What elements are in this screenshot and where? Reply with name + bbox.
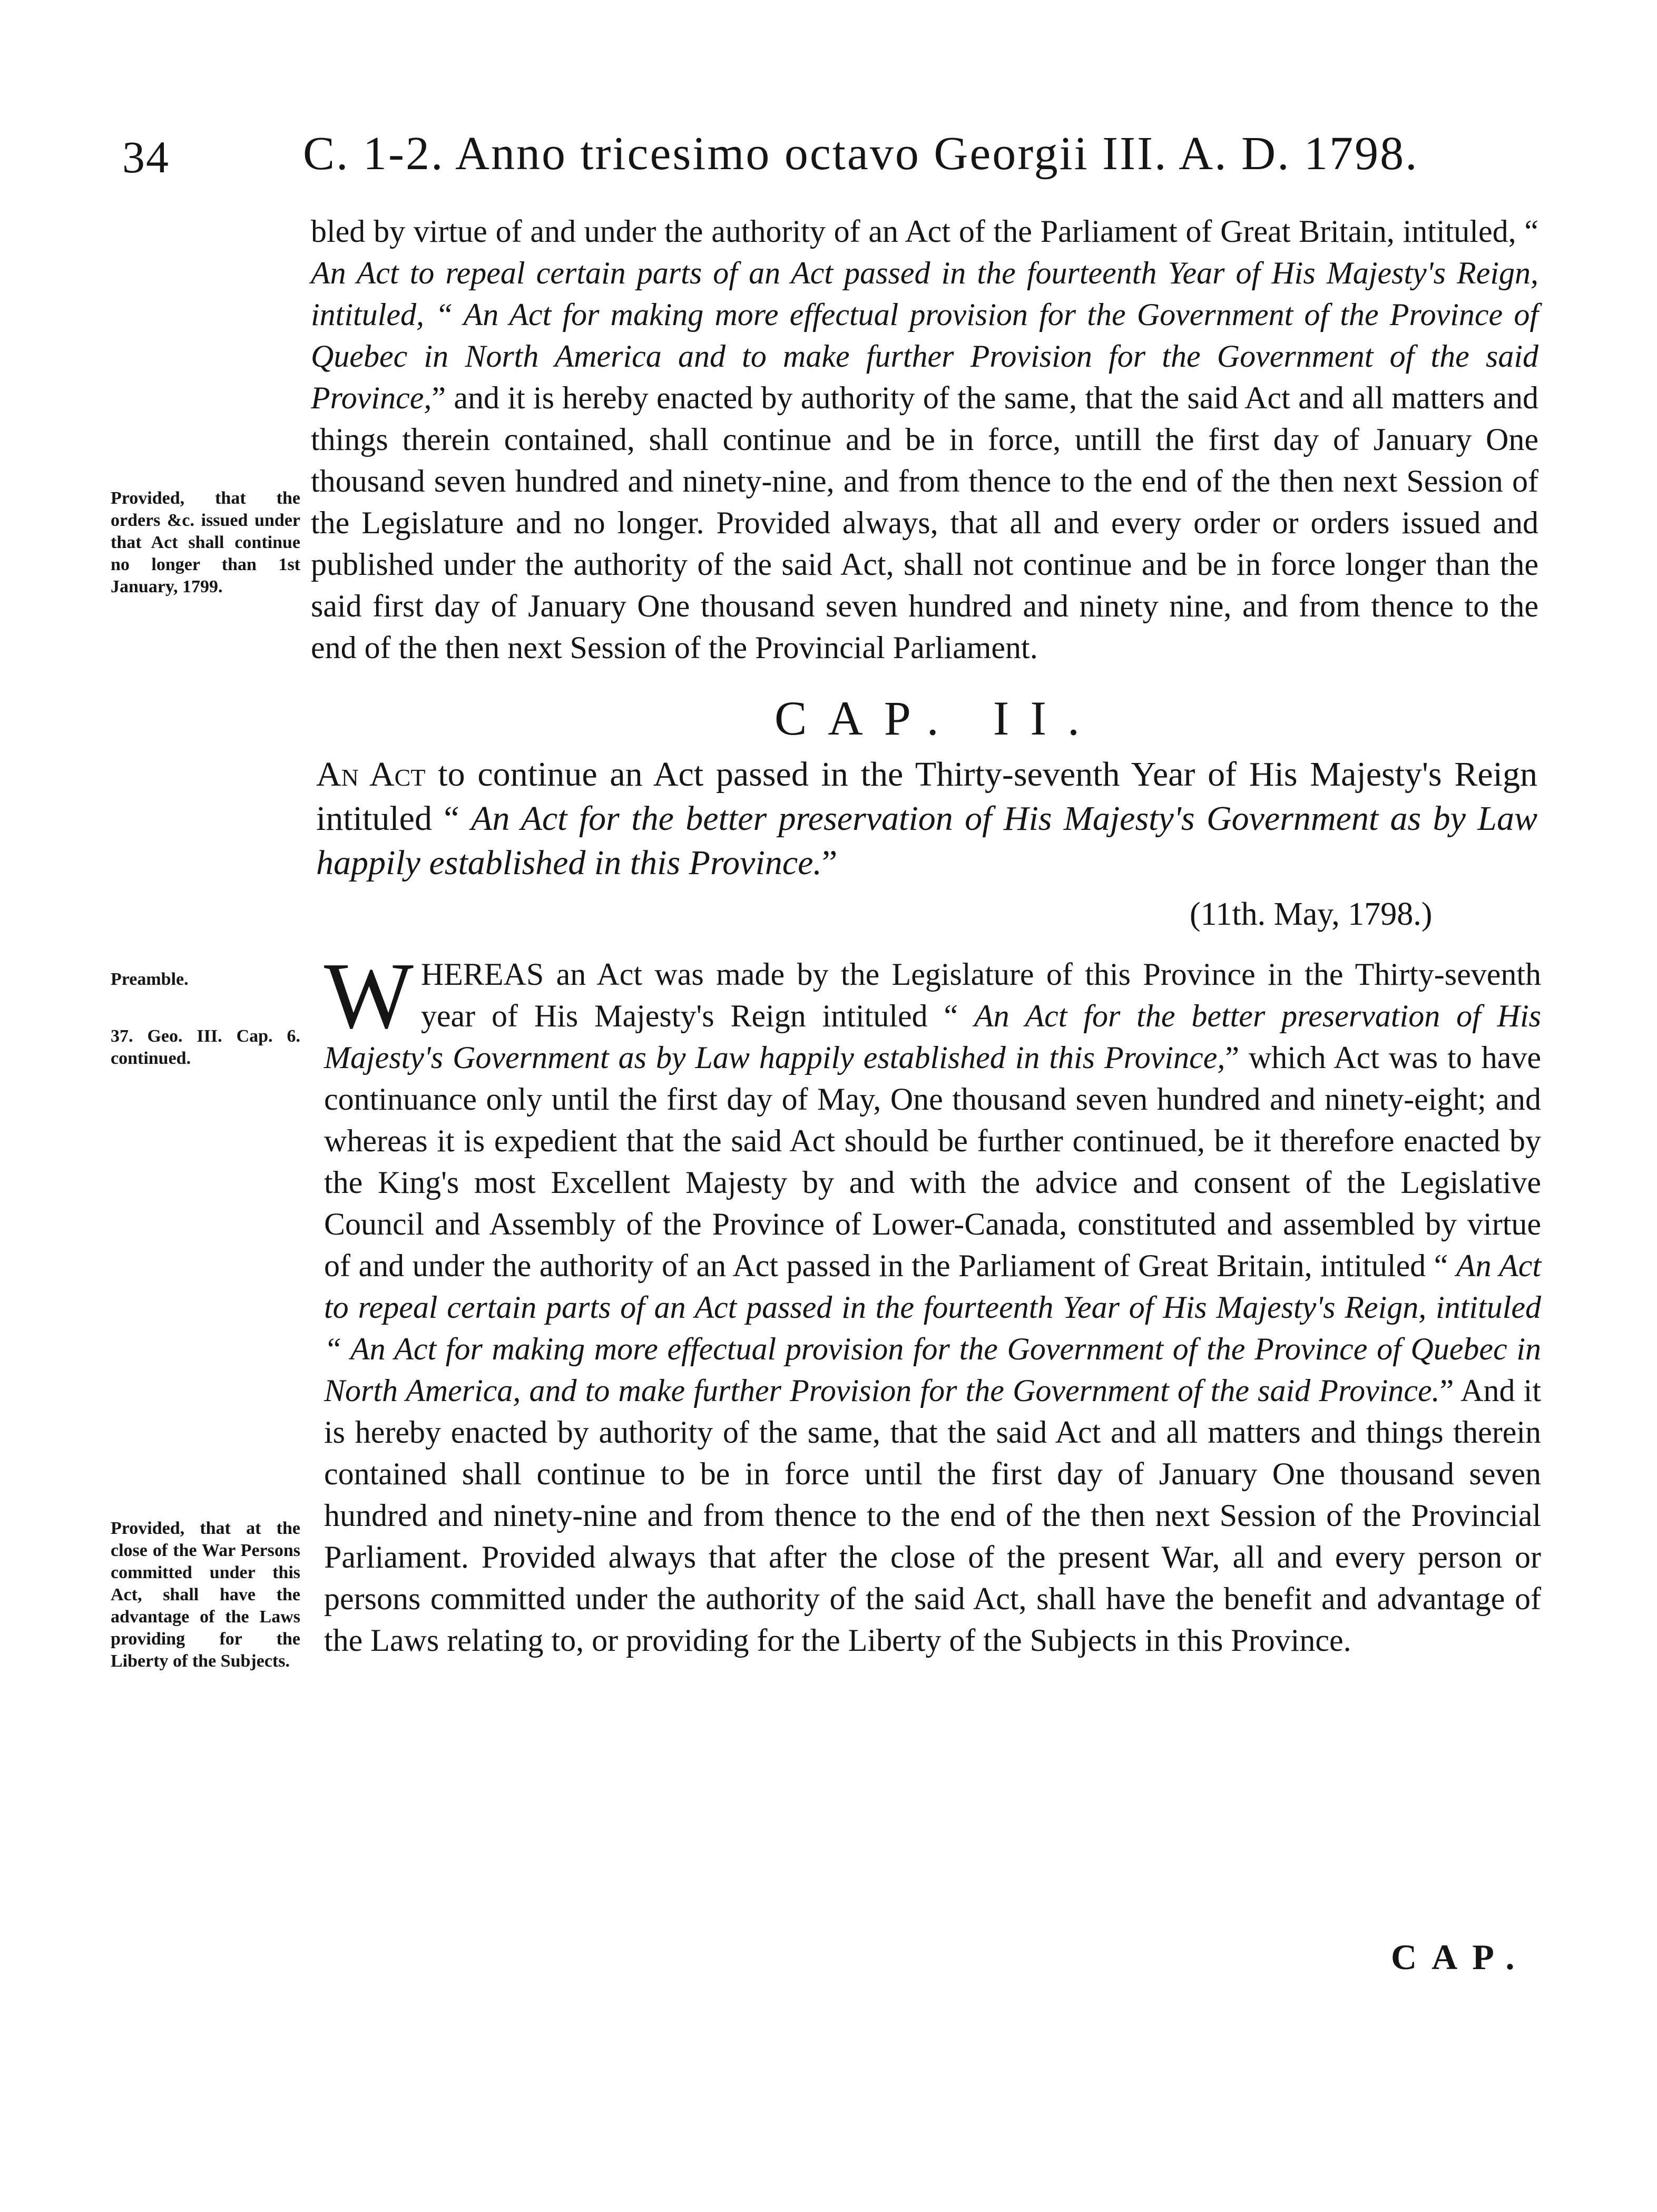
drop-cap: W [324,943,414,1048]
margin-note-orders-proviso: Provided, that the orders &c. issued under that Act shall continue no longer than 1st January, 1799. [111,488,300,596]
act-body-part2: ” which Act was to have continuance only until the first day of May, One thousand seven hundred and ninety-eight; and whereas it is expedient that the said Act should be further continued, be it therefore enacted by the King's most Excellent Majesty by and with the advice and consent of the Legislative Council and Assembly of the Province of Lower-Canada, constituted and assembled by virtue of and under the authority of an Act passed in the Parliament of Great Britain, intituled “ [324,1040,1541,1283]
cap1-continuation [311,211,1538,669]
cap1-text-part1: bled by virtue of and under the authority of an Act of the Parliament of Great Britain, intituled, “ [311,214,1538,249]
act-title-smallcaps: An Act [316,755,426,794]
act-body-italic1: An Act for the better preservation of His Majesty's Government as by Law happily established in this Province, [324,999,1541,1075]
act-body-italic2: An Act to repeal certain parts of an Act passed in the fourteenth Year of His Majesty's Reign, intituled “ An Act for making more effectual provision for the Government of the Province of Quebec in North America, and to make further Provision for the Government of the said Province. [324,1248,1541,1408]
catchword: CAP. [1391,1937,1529,1977]
cap1-italic-act-title: An Act to repeal certain parts of an Act passed in the fourteenth Year of His Majesty's Reign, intituled, “ An Act for making more effectual provision for the Government of the Province of Quebec in North America and to make further Provision for the Government of the said Province, [311,256,1538,415]
cap1-text-part2: ” and it is hereby enacted by authority of the same, that the said Act and all matters and things therein contained, shall continue and be in force, untill the first day of January One thousand seven hundred and ninety-nine, and from thence to the end of the then next Session of the Legislature and no longer. Provided always, that all and every order or orders issued and published under the authority of the said Act, shall not continue and be in force longer than the said first day of January One thousand seven hundred and ninety nine, and from thence to the end of the then next Session of the Provincial Parliament. [311,380,1538,665]
cap-heading: CAP. II. [774,691,1101,745]
act-body-part1: HEREAS an Act was made by the Legislature of this Province in the Thirty-seventh year of His Majesty's Reign intituled “ [420,957,1541,1033]
running-head: C. 1-2. Anno tricesimo octavo Georgii III. A. D. 1798. [303,128,1419,180]
page-number: 34 [122,132,170,182]
act-date: (11th. May, 1798.) [1190,896,1433,932]
act-body-part3: ” And it is hereby enacted by authority of the same, that the said Act and all matters and things therein contained shall continue to be in force until the first day of January One thousand seven hundred and ninety-nine and from thence to the end of the then next Session of the Provincial Parliament. Provided always that after the close of the present War, all and every person or persons committed under the authority of the said Act, shall have the benefit and advantage of the Laws relating to, or providing for the Liberty of the Subjects in this Province. [324,1373,1541,1658]
act-title [316,752,1537,885]
margin-note-statute-reference: 37. Geo. III. Cap. 6. continued. [111,1026,300,1068]
act-title-close: ” [821,844,838,882]
act-title-italic: An Act for the better preservation of His Majesty's Government as by Law happily established in this Province. [316,799,1538,882]
margin-note-preamble: Preamble. [111,970,189,989]
act-title-text: to continue an Act passed in the Thirty-seventh Year of His Majesty's Reign intituled “ [316,755,1538,838]
margin-note-war-proviso: Provided, that at the close of the War Persons committed under this Act, shall have the advantage of the Laws providing for the Liberty of the Subjects. [111,1519,300,1671]
act-body [324,943,1541,1661]
